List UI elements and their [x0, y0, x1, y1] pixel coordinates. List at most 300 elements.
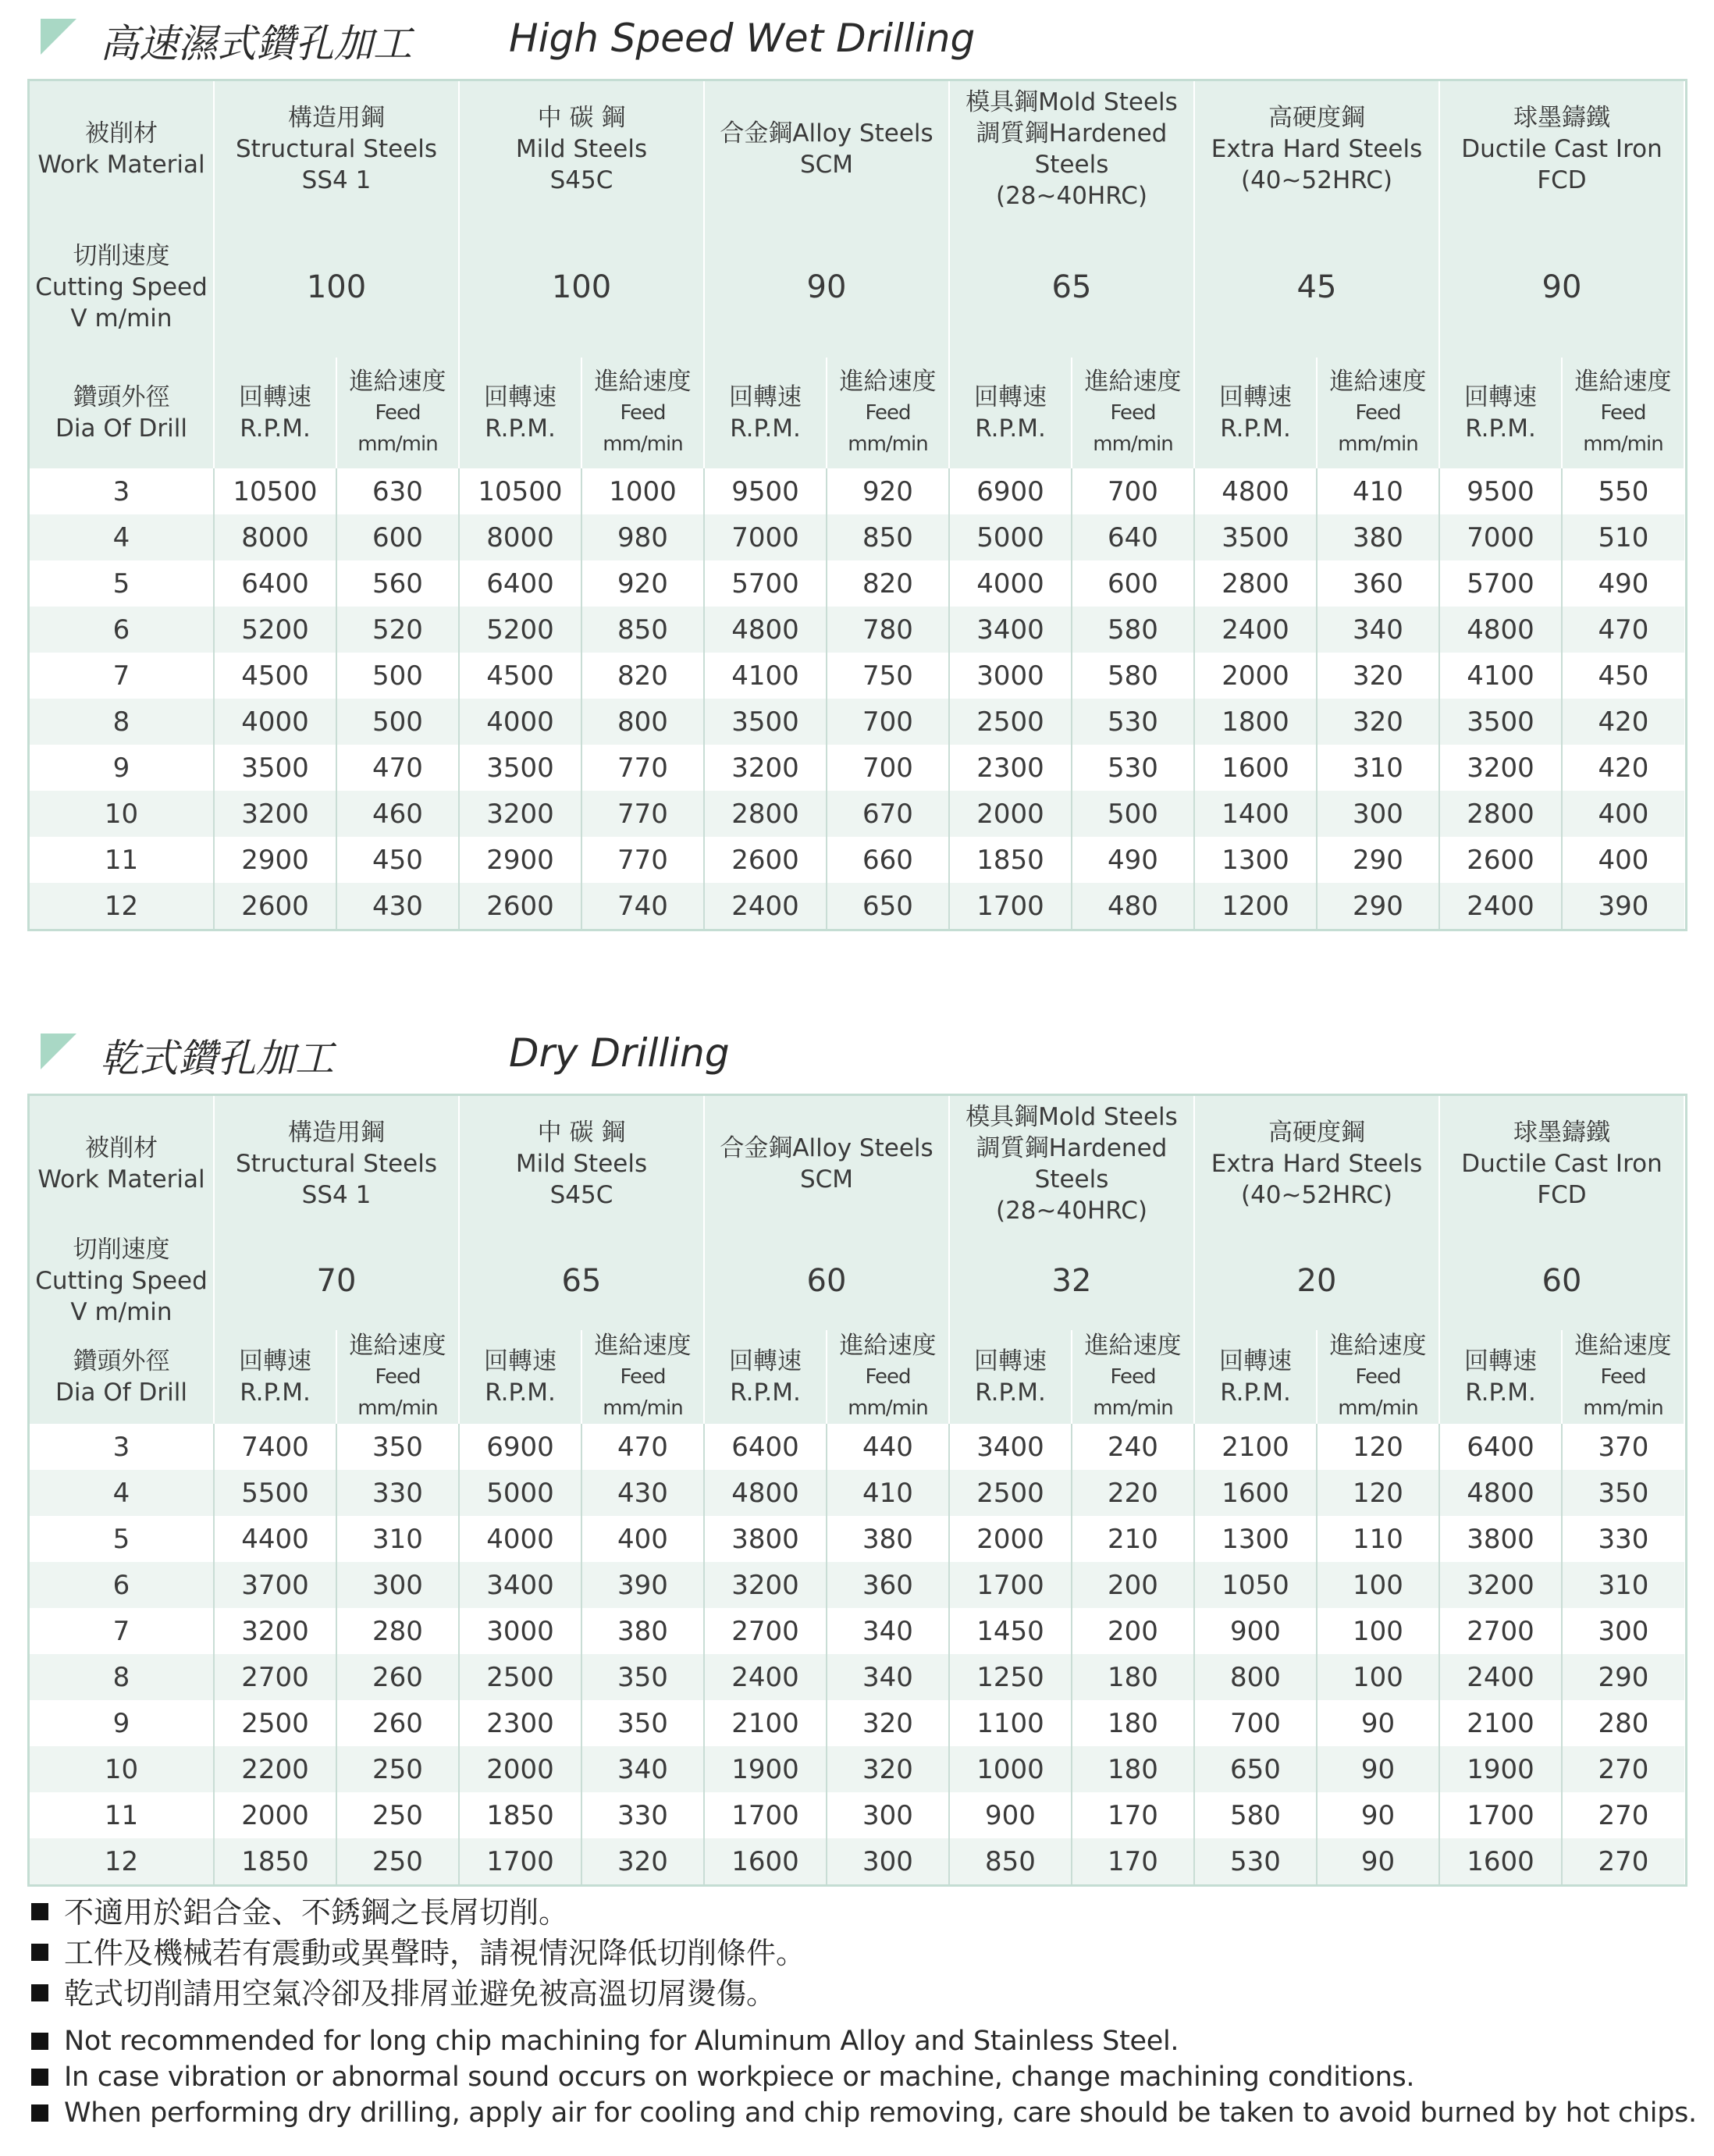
rpm-cell: 3200 — [1439, 1562, 1562, 1608]
square-bullet-icon — [31, 1984, 48, 2001]
feed-cell: 90 — [1317, 1838, 1439, 1884]
rpm-cell: 3400 — [949, 607, 1072, 653]
rpm-cell: 700 — [1194, 1700, 1317, 1746]
feed-cell: 440 — [827, 1424, 949, 1470]
rpm-cell: 7000 — [1439, 514, 1562, 560]
feed-cell: 750 — [827, 653, 949, 699]
label-en: Feed mm/min — [357, 401, 438, 456]
rpm-cell: 1000 — [949, 1746, 1072, 1792]
rpm-cell: 2500 — [214, 1700, 336, 1746]
feed-cell: 770 — [581, 745, 704, 791]
label-en: R.P.M. — [485, 1379, 556, 1407]
rpm-header — [1439, 1330, 1562, 1424]
feed-cell: 370 — [1562, 1424, 1684, 1470]
rpm-cell: 6900 — [459, 1424, 581, 1470]
label-unit: V m/min — [70, 304, 172, 333]
rpm-cell: 2500 — [459, 1654, 581, 1700]
feed-cell: 1000 — [581, 468, 704, 514]
feed-cell: 700 — [1072, 468, 1194, 514]
label-en: R.P.M. — [975, 414, 1046, 443]
label-zh: 回轉速 — [484, 1347, 557, 1375]
rpm-cell: 8000 — [459, 514, 581, 560]
feed-cell: 530 — [1072, 699, 1194, 745]
feed-header — [336, 1330, 459, 1424]
material-line: Structural Steels — [235, 1150, 438, 1178]
feed-cell: 400 — [1562, 837, 1684, 883]
material-extra-hard-steels — [1194, 81, 1439, 217]
drill-diameter-cell: 6 — [30, 1562, 214, 1608]
rpm-cell: 2200 — [214, 1746, 336, 1792]
rpm-cell: 1250 — [949, 1654, 1072, 1700]
wet-drilling-table — [30, 81, 1685, 929]
material-line: 合金鋼Alloy Steels — [720, 1134, 933, 1162]
material-line: 中 碳 鋼 — [537, 1119, 626, 1147]
feed-cell: 340 — [1317, 607, 1439, 653]
dry-drilling-table — [30, 1096, 1685, 1884]
feed-cell: 420 — [1562, 699, 1684, 745]
material-mold-steels — [949, 1096, 1194, 1232]
label-en: Feed mm/min — [1583, 1365, 1663, 1420]
feed-cell: 920 — [827, 468, 949, 514]
material-line: FCD — [1537, 166, 1587, 194]
table-row — [30, 791, 1684, 837]
label-zh: 被削材 — [85, 1134, 158, 1162]
rpm-cell: 6400 — [704, 1424, 827, 1470]
feed-cell: 120 — [1317, 1470, 1439, 1516]
table-row — [30, 1654, 1684, 1700]
material-line: SS4 1 — [301, 1181, 372, 1209]
rpm-cell: 1700 — [459, 1838, 581, 1884]
feed-cell: 250 — [336, 1792, 459, 1838]
material-structural-steels — [214, 81, 459, 217]
rpm-cell: 3500 — [1194, 514, 1317, 560]
rpm-cell: 2100 — [704, 1700, 827, 1746]
label-unit: V m/min — [70, 1298, 172, 1326]
rpm-cell: 1800 — [1194, 699, 1317, 745]
triangle-marker-icon — [41, 19, 76, 55]
rpm-cell: 5700 — [704, 560, 827, 607]
notes — [30, 1892, 1697, 2131]
feed-cell: 430 — [336, 883, 459, 929]
feed-cell: 340 — [827, 1654, 949, 1700]
rpm-header — [214, 1330, 336, 1424]
feed-cell: 580 — [1072, 607, 1194, 653]
feed-cell: 340 — [581, 1746, 704, 1792]
table-row — [30, 1424, 1684, 1470]
label-en: Feed mm/min — [1338, 1365, 1418, 1420]
rpm-cell: 4500 — [459, 653, 581, 699]
material-line: 模具鋼Mold Steels — [965, 88, 1178, 116]
label-zh: 進給速度 — [1084, 368, 1182, 396]
label-en: Feed mm/min — [848, 1365, 928, 1420]
cutting-speed-row — [30, 1232, 1684, 1330]
rpm-cell: 3400 — [459, 1562, 581, 1608]
rpm-header — [949, 358, 1072, 468]
dry-title-en: Dry Drilling — [509, 1030, 730, 1076]
table-row — [30, 1792, 1684, 1838]
rpm-cell: 1900 — [704, 1746, 827, 1792]
drill-diameter-cell: 9 — [30, 745, 214, 791]
label-en: Work Material — [37, 151, 205, 179]
label-en: R.P.M. — [1220, 414, 1291, 443]
drill-diameter-cell: 8 — [30, 1654, 214, 1700]
rpm-cell: 1900 — [1439, 1746, 1562, 1792]
note-en — [30, 2023, 1692, 2059]
label-zh: 進給速度 — [839, 368, 937, 396]
feed-cell: 470 — [336, 745, 459, 791]
cutting-speed-label — [30, 217, 214, 358]
feed-cell: 320 — [827, 1700, 949, 1746]
drill-diameter-cell: 10 — [30, 791, 214, 837]
table-row — [30, 607, 1684, 653]
feed-cell: 770 — [581, 837, 704, 883]
rpm-cell: 3800 — [704, 1516, 827, 1562]
rpm-cell: 2800 — [1194, 560, 1317, 607]
rpm-cell: 1700 — [1439, 1792, 1562, 1838]
feed-cell: 170 — [1072, 1838, 1194, 1884]
material-line: (40~52HRC) — [1240, 1181, 1392, 1209]
material-line: Mild Steels — [515, 1150, 648, 1178]
note-text: In case vibration or abnormal sound occurs on workpiece or machine, change machining conditions. — [64, 2062, 1415, 2093]
feed-cell: 380 — [581, 1608, 704, 1654]
drill-diameter-cell: 7 — [30, 1608, 214, 1654]
rpm-header — [459, 358, 581, 468]
rpm-cell: 7000 — [704, 514, 827, 560]
rpm-cell: 1300 — [1194, 837, 1317, 883]
feed-cell: 100 — [1317, 1654, 1439, 1700]
rpm-cell: 2900 — [459, 837, 581, 883]
cutting-speed-label — [30, 1232, 214, 1330]
feed-cell: 510 — [1562, 514, 1684, 560]
feed-cell: 490 — [1072, 837, 1194, 883]
feed-header — [1072, 358, 1194, 468]
material-line: Ductile Cast Iron — [1461, 135, 1662, 163]
feed-header — [1072, 1330, 1194, 1424]
feed-cell: 390 — [1562, 883, 1684, 929]
rpm-cell: 1450 — [949, 1608, 1072, 1654]
feed-header — [336, 358, 459, 468]
rpm-cell: 7400 — [214, 1424, 336, 1470]
rpm-cell: 4100 — [704, 653, 827, 699]
label-en: R.P.M. — [485, 414, 556, 443]
note-zh — [30, 1933, 1692, 1973]
feed-cell: 320 — [1317, 699, 1439, 745]
feed-cell: 390 — [581, 1562, 704, 1608]
rpm-cell: 5000 — [459, 1470, 581, 1516]
rpm-cell: 1600 — [1194, 745, 1317, 791]
label-en: R.P.M. — [975, 1379, 1046, 1407]
material-extra-hard-steels — [1194, 1096, 1439, 1232]
feed-cell: 330 — [581, 1792, 704, 1838]
cutting-speed-value: 65 — [459, 1232, 704, 1330]
feed-cell: 850 — [827, 514, 949, 560]
rpm-cell: 2400 — [704, 883, 827, 929]
material-line: Extra Hard Steels — [1211, 1150, 1423, 1178]
feed-cell: 500 — [1072, 791, 1194, 837]
feed-cell: 850 — [581, 607, 704, 653]
rpm-cell: 1700 — [704, 1792, 827, 1838]
material-mild-steels — [459, 81, 704, 217]
feed-header — [827, 358, 949, 468]
cutting-speed-value: 65 — [949, 217, 1194, 358]
feed-cell: 270 — [1562, 1746, 1684, 1792]
drill-diameter-cell: 12 — [30, 883, 214, 929]
feed-cell: 380 — [827, 1516, 949, 1562]
wet-title-en: High Speed Wet Drilling — [509, 16, 976, 61]
rpm-cell: 2400 — [1439, 1654, 1562, 1700]
label-en: R.P.M. — [1465, 414, 1536, 443]
rpm-cell: 6400 — [459, 560, 581, 607]
rpm-cell: 5700 — [1439, 560, 1562, 607]
rpm-cell: 3400 — [949, 1424, 1072, 1470]
square-bullet-icon — [31, 2069, 48, 2086]
rpm-cell: 5000 — [949, 514, 1072, 560]
feed-cell: 350 — [336, 1424, 459, 1470]
feed-header — [1317, 358, 1439, 468]
material-line: SS4 1 — [301, 166, 372, 194]
material-line: 球墨鑄鐵 — [1513, 104, 1610, 132]
note-text: 工件及機械若有震動或異聲時，請視情況降低切削條件。 — [64, 1936, 806, 1970]
rpm-cell: 2400 — [1194, 607, 1317, 653]
material-mild-steels — [459, 1096, 704, 1232]
material-header-row — [30, 1096, 1684, 1232]
rpm-cell: 10500 — [214, 468, 336, 514]
feed-cell: 100 — [1317, 1562, 1439, 1608]
feed-header — [827, 1330, 949, 1424]
rpm-cell: 1850 — [949, 837, 1072, 883]
material-mold-steels — [949, 81, 1194, 217]
cutting-speed-value: 100 — [459, 217, 704, 358]
feed-cell: 290 — [1317, 837, 1439, 883]
feed-cell: 630 — [336, 468, 459, 514]
feed-cell: 310 — [1562, 1562, 1684, 1608]
rpm-cell: 1600 — [704, 1838, 827, 1884]
work-material-label — [30, 1096, 214, 1232]
label-zh: 進給速度 — [1329, 1332, 1427, 1360]
rpm-cell: 2000 — [1194, 653, 1317, 699]
rpm-header — [949, 1330, 1072, 1424]
rpm-cell: 650 — [1194, 1746, 1317, 1792]
feed-cell: 820 — [581, 653, 704, 699]
label-zh: 進給速度 — [349, 1332, 446, 1360]
material-line: 模具鋼Mold Steels — [965, 1103, 1178, 1131]
drill-diameter-cell: 11 — [30, 1792, 214, 1838]
feed-cell: 450 — [1562, 653, 1684, 699]
drill-diameter-cell: 5 — [30, 560, 214, 607]
rpm-cell: 4800 — [1439, 1470, 1562, 1516]
rpm-cell: 6400 — [214, 560, 336, 607]
material-line: 構造用鋼 — [288, 104, 385, 132]
rpm-cell: 3200 — [459, 791, 581, 837]
rpm-cell: 2800 — [704, 791, 827, 837]
rpm-cell: 3200 — [214, 791, 336, 837]
label-en: R.P.M. — [730, 414, 801, 443]
cutting-speed-value: 45 — [1194, 217, 1439, 358]
feed-cell: 740 — [581, 883, 704, 929]
table-row — [30, 745, 1684, 791]
feed-cell: 600 — [336, 514, 459, 560]
feed-cell: 350 — [581, 1700, 704, 1746]
table-row — [30, 1838, 1684, 1884]
feed-cell: 500 — [336, 699, 459, 745]
drill-diameter-cell: 4 — [30, 1470, 214, 1516]
square-bullet-icon — [31, 2033, 48, 2050]
feed-cell: 410 — [827, 1470, 949, 1516]
rpm-cell: 9500 — [704, 468, 827, 514]
rpm-cell: 2300 — [459, 1700, 581, 1746]
cutting-speed-value: 32 — [949, 1232, 1194, 1330]
rpm-cell: 580 — [1194, 1792, 1317, 1838]
rpm-header — [1194, 1330, 1317, 1424]
label-zh: 進給速度 — [594, 1332, 692, 1360]
rpm-cell: 3200 — [704, 745, 827, 791]
feed-cell: 310 — [336, 1516, 459, 1562]
rpm-cell: 1400 — [1194, 791, 1317, 837]
rpm-cell: 1200 — [1194, 883, 1317, 929]
label-en: Feed mm/min — [1093, 401, 1173, 456]
feed-cell: 360 — [827, 1562, 949, 1608]
material-line: FCD — [1537, 1181, 1587, 1209]
rpm-cell: 2600 — [704, 837, 827, 883]
column-header-row — [30, 1330, 1684, 1424]
rpm-cell: 2100 — [1439, 1700, 1562, 1746]
material-line: (28~40HRC) — [995, 182, 1147, 210]
label-en: Cutting Speed — [35, 1267, 208, 1295]
feed-cell: 120 — [1317, 1424, 1439, 1470]
rpm-cell: 2600 — [214, 883, 336, 929]
rpm-header — [1439, 358, 1562, 468]
feed-cell: 110 — [1317, 1516, 1439, 1562]
feed-cell: 180 — [1072, 1746, 1194, 1792]
rpm-cell: 4000 — [459, 699, 581, 745]
feed-cell: 920 — [581, 560, 704, 607]
feed-cell: 480 — [1072, 883, 1194, 929]
rpm-cell: 1050 — [1194, 1562, 1317, 1608]
feed-cell: 180 — [1072, 1654, 1194, 1700]
feed-cell: 300 — [827, 1792, 949, 1838]
rpm-cell: 2100 — [1194, 1424, 1317, 1470]
feed-cell: 660 — [827, 837, 949, 883]
feed-cell: 290 — [1562, 1654, 1684, 1700]
material-header-row — [30, 81, 1684, 217]
feed-header — [1317, 1330, 1439, 1424]
label-en: R.P.M. — [1465, 1379, 1536, 1407]
rpm-cell: 1100 — [949, 1700, 1072, 1746]
rpm-cell: 2700 — [214, 1654, 336, 1700]
drill-diameter-cell: 4 — [30, 514, 214, 560]
material-alloy-steels — [704, 1096, 949, 1232]
rpm-cell: 4000 — [459, 1516, 581, 1562]
drill-diameter-cell: 8 — [30, 699, 214, 745]
rpm-cell: 3500 — [704, 699, 827, 745]
rpm-cell: 2400 — [704, 1654, 827, 1700]
label-en: Feed mm/min — [848, 401, 928, 456]
note-en — [30, 2059, 1692, 2095]
rpm-cell: 800 — [1194, 1654, 1317, 1700]
rpm-cell: 4100 — [1439, 653, 1562, 699]
table-row — [30, 883, 1684, 929]
label-zh: 進給速度 — [594, 368, 692, 396]
label-en: Feed mm/min — [603, 1365, 683, 1420]
feed-cell: 350 — [1562, 1470, 1684, 1516]
dia-of-drill-label — [30, 1330, 214, 1424]
feed-cell: 420 — [1562, 745, 1684, 791]
table-row — [30, 468, 1684, 514]
feed-header — [1562, 1330, 1684, 1424]
label-en: Cutting Speed — [35, 273, 208, 301]
rpm-cell: 4800 — [704, 607, 827, 653]
label-zh: 被削材 — [85, 119, 158, 148]
feed-cell: 200 — [1072, 1562, 1194, 1608]
feed-cell: 770 — [581, 791, 704, 837]
drill-diameter-cell: 6 — [30, 607, 214, 653]
note-zh — [30, 1892, 1692, 1933]
feed-cell: 330 — [336, 1470, 459, 1516]
triangle-marker-icon — [41, 1034, 76, 1069]
table-row — [30, 1608, 1684, 1654]
table-row — [30, 514, 1684, 560]
feed-cell: 350 — [581, 1654, 704, 1700]
feed-cell: 400 — [1562, 791, 1684, 837]
label-zh: 進給速度 — [1084, 1332, 1182, 1360]
label-en: R.P.M. — [730, 1379, 801, 1407]
feed-cell: 560 — [336, 560, 459, 607]
square-bullet-icon — [31, 1903, 48, 1920]
feed-cell: 600 — [1072, 560, 1194, 607]
rpm-cell: 6900 — [949, 468, 1072, 514]
square-bullet-icon — [31, 2104, 48, 2122]
cutting-speed-value: 70 — [214, 1232, 459, 1330]
label-en: Feed mm/min — [1093, 1365, 1173, 1420]
drill-diameter-cell: 9 — [30, 1700, 214, 1746]
rpm-cell: 3500 — [459, 745, 581, 791]
column-header-row — [30, 358, 1684, 468]
feed-cell: 210 — [1072, 1516, 1194, 1562]
material-line: S45C — [549, 166, 613, 194]
feed-cell: 260 — [336, 1654, 459, 1700]
label-zh: 鑽頭外徑 — [73, 1347, 170, 1375]
feed-cell: 280 — [336, 1608, 459, 1654]
label-zh: 回轉速 — [1464, 383, 1537, 411]
rpm-cell: 2700 — [704, 1608, 827, 1654]
feed-cell: 170 — [1072, 1792, 1194, 1838]
rpm-cell: 6400 — [1439, 1424, 1562, 1470]
cutting-speed-row — [30, 217, 1684, 358]
cutting-speed-value: 90 — [1439, 217, 1684, 358]
material-line: Structural Steels — [235, 135, 438, 163]
rpm-cell: 2000 — [214, 1792, 336, 1838]
material-ductile-cast-iron — [1439, 81, 1684, 217]
feed-cell: 90 — [1317, 1700, 1439, 1746]
label-zh: 回轉速 — [1219, 383, 1292, 411]
rpm-header — [704, 358, 827, 468]
feed-cell: 220 — [1072, 1470, 1194, 1516]
drill-diameter-cell: 3 — [30, 468, 214, 514]
feed-cell: 340 — [827, 1608, 949, 1654]
feed-cell: 980 — [581, 514, 704, 560]
rpm-cell: 850 — [949, 1838, 1072, 1884]
rpm-cell: 10500 — [459, 468, 581, 514]
feed-cell: 800 — [581, 699, 704, 745]
material-line: Extra Hard Steels — [1211, 135, 1423, 163]
note-en — [30, 2095, 1697, 2131]
label-en: R.P.M. — [240, 414, 311, 443]
rpm-cell: 1700 — [949, 883, 1072, 929]
rpm-cell: 2600 — [1439, 837, 1562, 883]
feed-cell: 300 — [1317, 791, 1439, 837]
feed-cell: 460 — [336, 791, 459, 837]
feed-cell: 250 — [336, 1746, 459, 1792]
